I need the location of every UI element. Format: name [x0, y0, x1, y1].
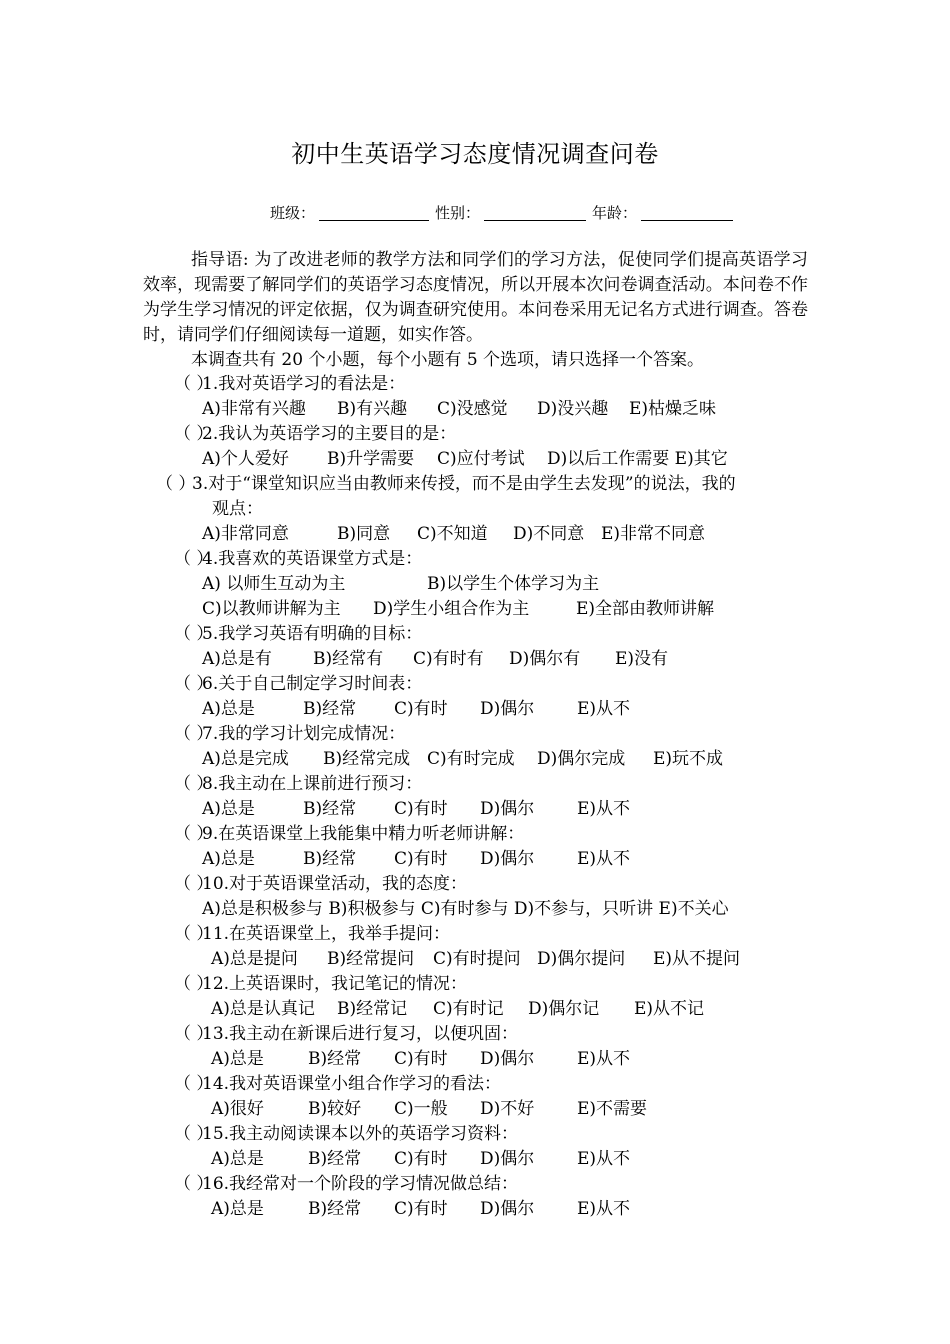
option-a: A)总是有 — [202, 649, 272, 669]
age-blank[interactable] — [641, 206, 733, 221]
option-a: A)总是 — [211, 1199, 264, 1219]
answer-paren[interactable]: （ ） — [174, 924, 214, 944]
age-label: 年龄： — [592, 204, 638, 222]
option-d: D)偶尔 — [480, 849, 535, 869]
option-c: C)有时 — [394, 799, 448, 819]
option-b: B)经常记 — [337, 999, 408, 1019]
answer-paren[interactable]: （ ） — [174, 374, 214, 394]
option-d: D)偶尔有 — [509, 649, 581, 669]
option-c: C)有时 — [394, 849, 448, 869]
option-e: E)从不 — [577, 1149, 631, 1169]
option-a: A)总是 — [202, 699, 255, 719]
option-c: C)应付考试 — [437, 449, 525, 469]
option-e: E)枯燥乏味 — [629, 399, 717, 419]
class-blank[interactable] — [319, 206, 429, 221]
option-e: E)从不 — [577, 699, 631, 719]
option-b: B)有兴趣 — [337, 399, 408, 419]
option-d: D)不好 — [480, 1099, 535, 1119]
gender-label: 性别： — [435, 204, 481, 222]
option-c: C)一般 — [394, 1099, 448, 1119]
answer-paren[interactable]: （ ） — [174, 724, 214, 744]
option-d: D)偶尔 — [480, 1049, 535, 1069]
question-9 — [174, 822, 524, 847]
option-c: C)没感觉 — [437, 399, 508, 419]
option-c: C)以教师讲解为主 — [202, 599, 341, 619]
option-b: B)经常 — [308, 1199, 362, 1219]
answer-paren[interactable]: （ ） — [174, 1124, 214, 1144]
question-10 — [174, 872, 467, 897]
option-a: A)总是 — [202, 799, 255, 819]
answer-paren[interactable]: （ ） — [174, 974, 214, 994]
option-b: B)经常 — [303, 799, 357, 819]
option-e: E)从不记 — [634, 999, 705, 1019]
option-a: A)总是 — [211, 1149, 264, 1169]
option-c: C)有时 — [394, 1049, 448, 1069]
option-e: E)非常不同意 — [601, 524, 706, 544]
option-d: D)偶尔 — [480, 1199, 535, 1219]
question-text: 16.我经常对一个阶段的学习情况做总结： — [202, 1174, 519, 1194]
question-text: 15.我主动阅读课本以外的英语学习资料： — [202, 1124, 519, 1144]
option-d: D)偶尔 — [480, 1149, 535, 1169]
question-5 — [174, 622, 422, 647]
option-e: E)全部由教师讲解 — [576, 599, 715, 619]
question-text: 1.我对英语学习的看法是： — [202, 374, 406, 394]
question-text: 9.在英语课堂上我能集中精力听老师讲解： — [202, 824, 525, 844]
option-e: E)从不提问 — [653, 949, 741, 969]
question-2 — [174, 422, 456, 447]
question-text: 11.在英语课堂上，我举手提问： — [202, 924, 451, 944]
answer-paren[interactable]: （ ） — [174, 424, 214, 444]
option-b: B)经常 — [308, 1149, 362, 1169]
option-e: E)从不 — [577, 849, 631, 869]
option-d: D)以后工作需要 E)其它 — [547, 449, 728, 469]
option-c: C)不知道 — [417, 524, 488, 544]
option-c: C)有时 — [394, 1149, 448, 1169]
option-e: E)从不 — [577, 1199, 631, 1219]
question-text: 8.我主动在上课前进行预习： — [202, 774, 423, 794]
question-text: 10.对于英语课堂活动，我的态度： — [202, 874, 468, 894]
question-text: 4.我喜欢的英语课堂方式是： — [202, 549, 423, 569]
option-e: E)不需要 — [577, 1099, 648, 1119]
option-d: D)学生小组合作为主 — [373, 599, 530, 619]
option-c: C)有时 — [394, 1199, 448, 1219]
question-12 — [174, 972, 467, 997]
options-line: A)总是积极参与 B)积极参与 C)有时参与 D)不参与，只听讲 E)不关心 — [202, 899, 729, 919]
option-a: A)非常同意 — [202, 524, 289, 544]
option-b: B)经常 — [303, 699, 357, 719]
survey-note: 本调查共有 20 个小题，每个小题有 5 个选项，请只选择一个答案。 — [191, 350, 705, 370]
question-14 — [174, 1072, 501, 1097]
answer-paren[interactable]: （ ） — [174, 1024, 214, 1044]
option-e: E)从不 — [577, 1049, 631, 1069]
answer-paren[interactable]: （ ） — [174, 624, 214, 644]
answer-paren[interactable]: （ ） — [174, 549, 214, 569]
option-d: D)偶尔 — [480, 699, 535, 719]
question-7 — [174, 722, 405, 747]
question-text: 12.上英语课时，我记笔记的情况： — [202, 974, 468, 994]
option-a: A)总是 — [211, 1049, 264, 1069]
option-b: B)较好 — [308, 1099, 362, 1119]
option-c: C)有时记 — [433, 999, 504, 1019]
instructions — [143, 248, 808, 373]
question-text: 7.我的学习计划完成情况： — [202, 724, 406, 744]
question-4 — [174, 547, 422, 572]
question-text: 6.关于自己制定学习时间表： — [202, 674, 423, 694]
option-b: B)同意 — [337, 524, 391, 544]
option-d: D)没兴趣 — [537, 399, 609, 419]
option-c: C)有时有 — [413, 649, 484, 669]
answer-paren[interactable]: （ ） — [174, 1174, 214, 1194]
option-a: A)个人爱好 — [202, 449, 289, 469]
option-b: B)经常完成 — [323, 749, 411, 769]
option-a: A)总是完成 — [202, 749, 289, 769]
question-3 — [156, 472, 806, 522]
option-a: A)非常有兴趣 — [202, 399, 306, 419]
option-c: C)有时提问 — [433, 949, 521, 969]
option-d: D)偶尔 — [480, 799, 535, 819]
option-b: B)经常有 — [313, 649, 384, 669]
question-11 — [174, 922, 450, 947]
answer-paren[interactable]: （ ） — [174, 874, 214, 894]
answer-paren[interactable]: （ ） — [174, 674, 214, 694]
gender-blank[interactable] — [484, 206, 586, 221]
option-b: B)经常 — [303, 849, 357, 869]
option-d: D)偶尔记 — [528, 999, 600, 1019]
question-text-continued: 观点： — [212, 499, 263, 519]
option-c: C)有时完成 — [427, 749, 515, 769]
page-title: 初中生英语学习态度情况调查问卷 — [291, 140, 659, 168]
option-b: B)经常提问 — [327, 949, 415, 969]
option-b: B)以学生个体学习为主 — [427, 574, 600, 594]
question-6 — [174, 672, 422, 697]
question-text: 14.我对英语课堂小组合作学习的看法： — [202, 1074, 502, 1094]
question-15 — [174, 1122, 518, 1147]
student-info-row — [270, 202, 739, 223]
option-a: A) 以师生互动为主 — [202, 574, 346, 594]
question-8 — [174, 772, 422, 797]
option-e: E)没有 — [615, 649, 669, 669]
question-text: 13.我主动在新课后进行复习，以便巩固： — [202, 1024, 519, 1044]
answer-paren[interactable]: （ ） — [174, 774, 214, 794]
answer-paren[interactable]: （ ） — [174, 824, 214, 844]
option-a: A)总是认真记 — [211, 999, 315, 1019]
question-text: 5.我学习英语有明确的目标： — [202, 624, 423, 644]
option-b: B)经常 — [308, 1049, 362, 1069]
option-e: E)从不 — [577, 799, 631, 819]
answer-paren[interactable]: （ ） — [156, 474, 196, 494]
question-1 — [174, 372, 405, 397]
answer-paren[interactable]: （ ） — [174, 1074, 214, 1094]
question-13 — [174, 1022, 518, 1047]
question-text: 2.我认为英语学习的主要目的是： — [202, 424, 457, 444]
option-a: A)总是提问 — [211, 949, 298, 969]
question-text: 3.对于“课堂知识应当由教师来传授，而不是由学生去发现”的说法，我的 — [192, 474, 736, 494]
option-a: A)总是 — [202, 849, 255, 869]
option-d: D)不同意 — [513, 524, 585, 544]
option-c: C)有时 — [394, 699, 448, 719]
option-d: D)偶尔提问 — [537, 949, 626, 969]
instructions-paragraph: 指导语: 为了改进老师的教学方法和同学们的学习方法，促使同学们提高英语学习效率，现需要了解同学们的英语学习态度情况，所以开展本次问卷调查活动。本问卷不作为学生学习情况的评定依据，仅为调查研究使用。本问卷采用无记名方式进行调查。答卷时，请同学们仔细阅读每一道题，如实作答。 — [143, 250, 808, 345]
option-b: B)升学需要 — [327, 449, 415, 469]
class-label: 班级： — [270, 204, 316, 222]
question-16 — [174, 1172, 518, 1197]
option-d: D)偶尔完成 — [537, 749, 626, 769]
option-e: E)玩不成 — [653, 749, 724, 769]
option-a: A)很好 — [211, 1099, 264, 1119]
